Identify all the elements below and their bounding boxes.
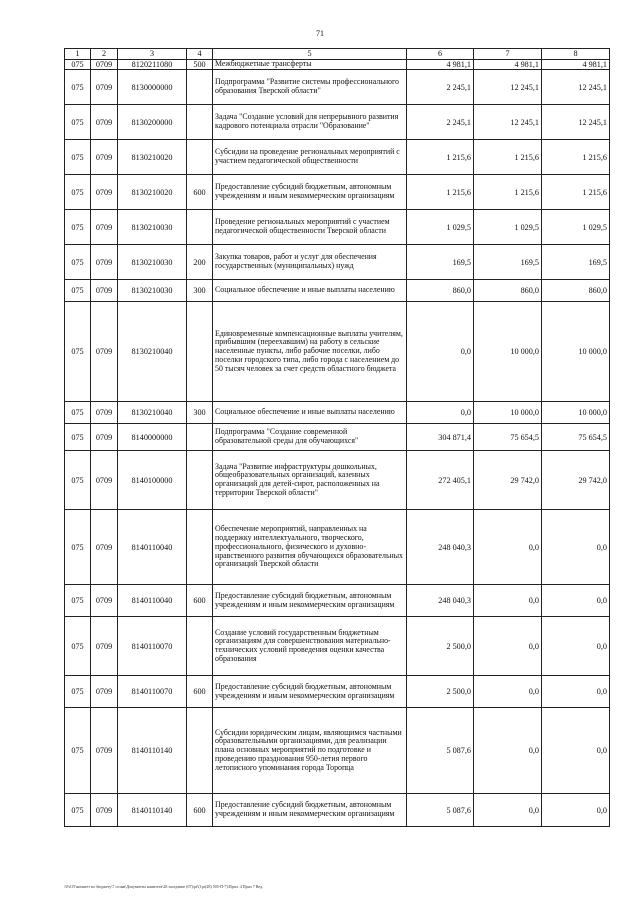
table-row bbox=[65, 424, 610, 451]
agency-code-cell: 075 bbox=[65, 210, 91, 245]
amount-year1-cell: 5 087,6 bbox=[407, 708, 474, 794]
amount-year2-cell: 12 245,1 bbox=[474, 70, 542, 105]
column-header: 5 bbox=[213, 49, 407, 60]
amount-year3-cell: 75 654,5 bbox=[542, 424, 610, 451]
column-header: 3 bbox=[118, 49, 187, 60]
amount-year2-cell: 10 000,0 bbox=[474, 402, 542, 424]
agency-code-cell: 075 bbox=[65, 424, 91, 451]
table-row bbox=[65, 105, 610, 140]
section-code-cell: 0709 bbox=[91, 70, 118, 105]
amount-year1-cell: 169,5 bbox=[407, 245, 474, 280]
table-row bbox=[65, 708, 610, 794]
description-cell: Подпрограмма "Создание современной образовательной среды для обучающихся" bbox=[213, 424, 407, 451]
section-code-cell: 0709 bbox=[91, 794, 118, 827]
amount-year2-cell: 10 000,0 bbox=[474, 302, 542, 402]
amount-year3-cell: 29 742,0 bbox=[542, 451, 610, 510]
table-row bbox=[65, 451, 610, 510]
target-article-cell: 8140110070 bbox=[118, 676, 187, 708]
target-article-cell: 8140100000 bbox=[118, 451, 187, 510]
amount-year2-cell: 4 981,1 bbox=[474, 60, 542, 70]
agency-code-cell: 075 bbox=[65, 60, 91, 70]
agency-code-cell: 075 bbox=[65, 402, 91, 424]
description-cell: Задача "Развитие инфраструктуры дошкольных, общеобразовательных организаций, казенных организаций для детей-сирот, расположенных на территории Тверской области" bbox=[213, 451, 407, 510]
page-number: 71 bbox=[316, 29, 324, 38]
target-article-cell: 8130210030 bbox=[118, 210, 187, 245]
target-article-cell: 8140110140 bbox=[118, 794, 187, 827]
agency-code-cell: 075 bbox=[65, 105, 91, 140]
table-header-row bbox=[65, 49, 610, 60]
amount-year1-cell: 4 981,1 bbox=[407, 60, 474, 70]
amount-year1-cell: 0,0 bbox=[407, 302, 474, 402]
section-code-cell: 0709 bbox=[91, 140, 118, 175]
column-header: 7 bbox=[474, 49, 542, 60]
amount-year3-cell: 1 215,6 bbox=[542, 140, 610, 175]
column-header: 8 bbox=[542, 49, 610, 60]
section-code-cell: 0709 bbox=[91, 676, 118, 708]
table-row bbox=[65, 617, 610, 676]
amount-year3-cell: 10 000,0 bbox=[542, 402, 610, 424]
amount-year2-cell: 29 742,0 bbox=[474, 451, 542, 510]
column-header: 2 bbox=[91, 49, 118, 60]
description-cell: Проведение региональных мероприятий с участием педагогической общественности Тверской области bbox=[213, 210, 407, 245]
table-row bbox=[65, 70, 610, 105]
amount-year2-cell: 0,0 bbox=[474, 708, 542, 794]
expense-type-cell bbox=[187, 140, 213, 175]
amount-year3-cell: 4 981,1 bbox=[542, 60, 610, 70]
amount-year1-cell: 1 215,6 bbox=[407, 175, 474, 210]
expense-type-cell: 600 bbox=[187, 585, 213, 617]
expense-type-cell: 200 bbox=[187, 245, 213, 280]
description-cell: Обеспечение мероприятий, направленных на поддержку интеллектуального, творческого, профессионального, физического и духовно-нравственного развития обучающихся образовательных организаций Тверской области bbox=[213, 510, 407, 585]
section-code-cell: 0709 bbox=[91, 280, 118, 302]
section-code-cell: 0709 bbox=[91, 617, 118, 676]
expense-type-cell bbox=[187, 451, 213, 510]
agency-code-cell: 075 bbox=[65, 451, 91, 510]
section-code-cell: 0709 bbox=[91, 451, 118, 510]
amount-year2-cell: 1 029,5 bbox=[474, 210, 542, 245]
section-code-cell: 0709 bbox=[91, 402, 118, 424]
table-row bbox=[65, 402, 610, 424]
section-code-cell: 0709 bbox=[91, 60, 118, 70]
target-article-cell: 8130200000 bbox=[118, 105, 187, 140]
description-cell: Единовременные компенсационные выплаты учителям, прибывшим (переехавшим) на работу в сельские населенные пункты, либо рабочие поселки, либо поселки городского типа, либо города с населением до 50 тысяч человек за счет средств областного бюджета bbox=[213, 302, 407, 402]
expense-type-cell: 600 bbox=[187, 175, 213, 210]
agency-code-cell: 075 bbox=[65, 175, 91, 210]
description-cell: Предоставление субсидий бюджетным, автономным учреждениям и иным некоммерческим организациям bbox=[213, 175, 407, 210]
amount-year1-cell: 2 500,0 bbox=[407, 676, 474, 708]
description-cell: Закупка товаров, работ и услуг для обеспечения государственных (муниципальных) нужд bbox=[213, 245, 407, 280]
target-article-cell: 8130000000 bbox=[118, 70, 187, 105]
section-code-cell: 0709 bbox=[91, 302, 118, 402]
amount-year1-cell: 2 245,1 bbox=[407, 105, 474, 140]
expense-type-cell: 600 bbox=[187, 676, 213, 708]
section-code-cell: 0709 bbox=[91, 585, 118, 617]
amount-year1-cell: 5 087,6 bbox=[407, 794, 474, 827]
amount-year1-cell: 2 500,0 bbox=[407, 617, 474, 676]
target-article-cell: 8140110070 bbox=[118, 617, 187, 676]
amount-year3-cell: 0,0 bbox=[542, 676, 610, 708]
section-code-cell: 0709 bbox=[91, 105, 118, 140]
description-cell: Предоставление субсидий бюджетным, автономным учреждениям и иным некоммерческим организациям bbox=[213, 585, 407, 617]
amount-year3-cell: 1 215,6 bbox=[542, 175, 610, 210]
table-row bbox=[65, 140, 610, 175]
amount-year2-cell: 1 215,6 bbox=[474, 175, 542, 210]
target-article-cell: 8120211080 bbox=[118, 60, 187, 70]
section-code-cell: 0709 bbox=[91, 708, 118, 794]
expense-type-cell bbox=[187, 617, 213, 676]
agency-code-cell: 075 bbox=[65, 245, 91, 280]
target-article-cell: 8130210030 bbox=[118, 245, 187, 280]
expense-type-cell bbox=[187, 510, 213, 585]
target-article-cell: 8130210020 bbox=[118, 175, 187, 210]
agency-code-cell: 075 bbox=[65, 708, 91, 794]
expense-type-cell bbox=[187, 210, 213, 245]
agency-code-cell: 075 bbox=[65, 302, 91, 402]
table-row bbox=[65, 60, 610, 70]
section-code-cell: 0709 bbox=[91, 175, 118, 210]
amount-year2-cell: 1 215,6 bbox=[474, 140, 542, 175]
amount-year1-cell: 248 040,3 bbox=[407, 510, 474, 585]
amount-year2-cell: 12 245,1 bbox=[474, 105, 542, 140]
table-row bbox=[65, 794, 610, 827]
amount-year2-cell: 0,0 bbox=[474, 794, 542, 827]
amount-year3-cell: 12 245,1 bbox=[542, 70, 610, 105]
table-row bbox=[65, 210, 610, 245]
amount-year3-cell: 0,0 bbox=[542, 794, 610, 827]
agency-code-cell: 075 bbox=[65, 617, 91, 676]
target-article-cell: 8130210020 bbox=[118, 140, 187, 175]
expense-type-cell bbox=[187, 70, 213, 105]
description-cell: Подпрограмма "Развитие системы профессионального образования Тверской области" bbox=[213, 70, 407, 105]
agency-code-cell: 075 bbox=[65, 280, 91, 302]
amount-year1-cell: 304 871,4 bbox=[407, 424, 474, 451]
target-article-cell: 8140110040 bbox=[118, 585, 187, 617]
amount-year1-cell: 2 245,1 bbox=[407, 70, 474, 105]
expense-type-cell bbox=[187, 424, 213, 451]
description-cell: Предоставление субсидий бюджетным, автономным учреждениям и иным некоммерческим организациям bbox=[213, 676, 407, 708]
column-header: 1 bbox=[65, 49, 91, 60]
table-row bbox=[65, 676, 610, 708]
agency-code-cell: 075 bbox=[65, 510, 91, 585]
expense-type-cell bbox=[187, 105, 213, 140]
description-cell: Социальное обеспечение и иные выплаты населению bbox=[213, 402, 407, 424]
file-path-footer: \\FsOT\комитет по бюджету\7 созыв\Документы комитета\28 заседание (07)\pf\(1pr(28) 505-П-7)\Прил. 4 Прил 7 Вед. bbox=[64, 884, 264, 889]
expense-type-cell: 300 bbox=[187, 280, 213, 302]
column-header: 4 bbox=[187, 49, 213, 60]
table-row bbox=[65, 302, 610, 402]
amount-year3-cell: 169,5 bbox=[542, 245, 610, 280]
budget-table bbox=[64, 48, 610, 827]
description-cell: Предоставление субсидий бюджетным, автономным учреждениям и иным некоммерческим организациям bbox=[213, 794, 407, 827]
section-code-cell: 0709 bbox=[91, 424, 118, 451]
amount-year1-cell: 1 029,5 bbox=[407, 210, 474, 245]
expense-type-cell bbox=[187, 708, 213, 794]
agency-code-cell: 075 bbox=[65, 794, 91, 827]
amount-year1-cell: 248 040,3 bbox=[407, 585, 474, 617]
amount-year2-cell: 169,5 bbox=[474, 245, 542, 280]
description-cell: Создание условий государственным бюджетным организациям для совершенствования материально-технических условий проведения оценки качества образования bbox=[213, 617, 407, 676]
agency-code-cell: 075 bbox=[65, 70, 91, 105]
table-row bbox=[65, 280, 610, 302]
agency-code-cell: 075 bbox=[65, 140, 91, 175]
amount-year1-cell: 0,0 bbox=[407, 402, 474, 424]
amount-year3-cell: 10 000,0 bbox=[542, 302, 610, 402]
section-code-cell: 0709 bbox=[91, 210, 118, 245]
description-cell: Субсидии на проведение региональных мероприятий с участием педагогической общественности bbox=[213, 140, 407, 175]
agency-code-cell: 075 bbox=[65, 585, 91, 617]
description-cell: Задача "Создание условий для непрерывного развития кадрового потенциала отрасли "Образование" bbox=[213, 105, 407, 140]
amount-year2-cell: 0,0 bbox=[474, 617, 542, 676]
section-code-cell: 0709 bbox=[91, 245, 118, 280]
amount-year3-cell: 860,0 bbox=[542, 280, 610, 302]
table-row bbox=[65, 510, 610, 585]
amount-year2-cell: 0,0 bbox=[474, 510, 542, 585]
table-row bbox=[65, 175, 610, 210]
amount-year3-cell: 0,0 bbox=[542, 708, 610, 794]
target-article-cell: 8130210030 bbox=[118, 280, 187, 302]
target-article-cell: 8130210040 bbox=[118, 402, 187, 424]
agency-code-cell: 075 bbox=[65, 676, 91, 708]
amount-year2-cell: 0,0 bbox=[474, 676, 542, 708]
description-cell: Социальное обеспечение и иные выплаты населению bbox=[213, 280, 407, 302]
expense-type-cell: 300 bbox=[187, 402, 213, 424]
table-row bbox=[65, 585, 610, 617]
amount-year3-cell: 0,0 bbox=[542, 617, 610, 676]
target-article-cell: 8140110140 bbox=[118, 708, 187, 794]
table-row bbox=[65, 245, 610, 280]
amount-year3-cell: 0,0 bbox=[542, 585, 610, 617]
description-cell: Межбюджетные трансферты bbox=[213, 60, 407, 70]
amount-year3-cell: 0,0 bbox=[542, 510, 610, 585]
amount-year1-cell: 860,0 bbox=[407, 280, 474, 302]
amount-year1-cell: 272 405,1 bbox=[407, 451, 474, 510]
target-article-cell: 8140110040 bbox=[118, 510, 187, 585]
amount-year1-cell: 1 215,6 bbox=[407, 140, 474, 175]
amount-year3-cell: 12 245,1 bbox=[542, 105, 610, 140]
target-article-cell: 8130210040 bbox=[118, 302, 187, 402]
amount-year2-cell: 75 654,5 bbox=[474, 424, 542, 451]
amount-year2-cell: 860,0 bbox=[474, 280, 542, 302]
expense-type-cell: 500 bbox=[187, 60, 213, 70]
description-cell: Субсидии юридическим лицам, являющимся частными образовательными организациями, для реализации плана основных мероприятий по подготовке и проведению празднования 950-летия первого летописного упоминания города Торопца bbox=[213, 708, 407, 794]
target-article-cell: 8140000000 bbox=[118, 424, 187, 451]
expense-type-cell: 600 bbox=[187, 794, 213, 827]
amount-year2-cell: 0,0 bbox=[474, 585, 542, 617]
column-header: 6 bbox=[407, 49, 474, 60]
expense-type-cell bbox=[187, 302, 213, 402]
amount-year3-cell: 1 029,5 bbox=[542, 210, 610, 245]
section-code-cell: 0709 bbox=[91, 510, 118, 585]
